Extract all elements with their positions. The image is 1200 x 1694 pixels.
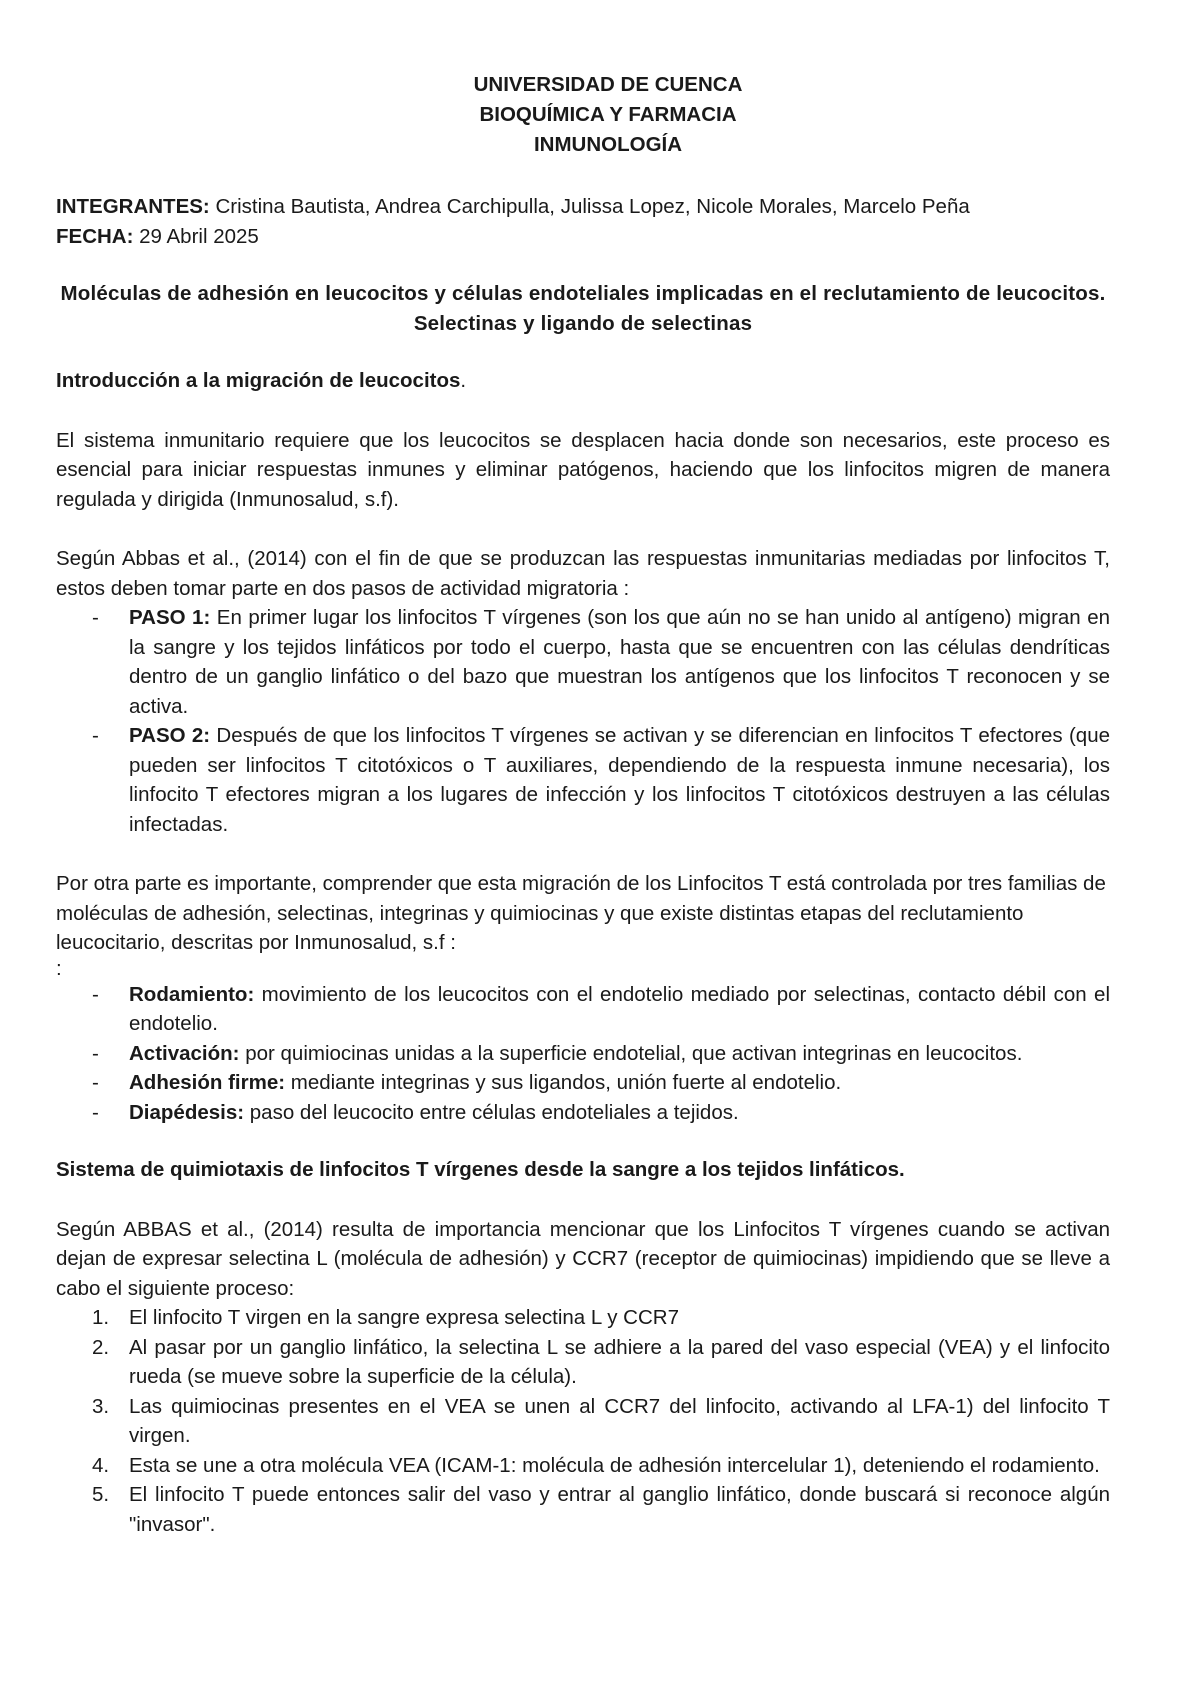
members-value: Cristina Bautista, Andrea Carchipulla, Julissa Lopez, Nicole Morales, Marcelo Peña (209, 195, 970, 218)
step-label: PASO 1: (129, 606, 211, 629)
list-number: 3. (92, 1394, 110, 1418)
recruitment-stages-list (56, 980, 1110, 1128)
list-item (56, 721, 1110, 839)
process-text: Esta se une a otra molécula VEA (ICAM-1: molécula de adhesión intercelular 1), deteniendo el rodamiento. (129, 1453, 1100, 1477)
stage-text: por quimiocinas unidas a la superficie endotelial, que activan integrinas en leucocitos. (239, 1041, 1023, 1065)
section-heading-chemotaxis: Sistema de quimiotaxis de linfocitos T vírgenes desde la sangre a los tejidos linfáticos. (56, 1158, 905, 1181)
list-item (56, 1068, 1110, 1098)
list-number: 4. (92, 1453, 110, 1477)
members-line (56, 192, 1110, 222)
dash-bullet: - (92, 724, 99, 747)
dash-bullet: - (92, 606, 99, 629)
stage-text: paso del leucocito entre células endoteliales a tejidos. (244, 1100, 739, 1124)
stage-label: Rodamiento: (129, 982, 255, 1006)
step-label: PASO 2: (129, 724, 211, 747)
step-text: En primer lugar los linfocitos T vírgenes (son los que aún no se han unido al antígeno) migran en la sangre y los tejidos linfáticos por todo el cuerpo, hasta que se encuentren con las células dendríticas dentro de un ganglio linfático o del bazo que muestran los antígenos que los linfocitos T reconocen y se activa. (129, 606, 1111, 718)
list-item (56, 603, 1110, 721)
process-text: Las quimiocinas presentes en el VEA se unen al CCR7 del linfocito, activando al LFA-1) del linfocito T virgen. (129, 1394, 1110, 1447)
stage-label: Diapédesis: (129, 1100, 245, 1124)
dash-bullet: - (92, 982, 99, 1006)
list-item (56, 1039, 1110, 1069)
date-value: 29 Abril 2025 (133, 224, 259, 248)
section-heading-intro (56, 366, 1110, 396)
document-header (106, 70, 1110, 160)
faculty-name: BIOQUÍMICA Y FARMACIA (479, 103, 737, 126)
chemotaxis-paragraph: Según ABBAS et al., (2014) resulta de importancia mencionar que los Linfocitos T vírgenes cuando se activan dejan de expresar selectina L (molécula de adhesión) y CCR7 (receptor de quimiocinas) impidiendo que se lleve a cabo el siguiente proceso: (56, 1217, 1110, 1300)
list-item (56, 1333, 1110, 1392)
date-line (56, 222, 1110, 252)
process-list (56, 1303, 1110, 1539)
stage-text: mediante integrinas y sus ligandos, unión fuerte al endotelio. (285, 1071, 842, 1094)
list-number: 1. (92, 1306, 110, 1329)
course-name: INMUNOLOGÍA (533, 133, 683, 156)
stage-label: Adhesión firme: (129, 1071, 286, 1094)
intro-paragraph: El sistema inmunitario requiere que los leucocitos se desplacen hacia donde son necesarios, este proceso es esencial para iniciar respuestas inmunes y eliminar patógenos, haciendo que los linfocitos migren de manera regulada y dirigida (Inmunosalud, s.f). (56, 428, 1110, 511)
process-text: El linfocito T virgen en la sangre expresa selectina L y CCR7 (129, 1306, 679, 1329)
process-text: Al pasar por un ganglio linfático, la selectina L se adhiere a la pared del vaso especial (VEA) y el linfocito rueda (se mueve sobre la superficie de la célula). (129, 1335, 1110, 1388)
list-number: 5. (92, 1483, 110, 1506)
dash-bullet: - (92, 1041, 99, 1065)
abbas-paragraph: Según Abbas et al., (2014) con el fin de que se produzcan las respuestas inmunitarias mediadas por linfocitos T, estos deben tomar parte en dos pasos de actividad migratoria : (56, 547, 1110, 600)
document-meta (56, 192, 1110, 251)
migration-steps-list (56, 603, 1110, 839)
list-number: 2. (92, 1335, 110, 1359)
dash-bullet: - (92, 1071, 99, 1094)
section-heading-intro-suffix: . (460, 369, 467, 392)
section-heading-intro-text: Introducción a la migración de leucocitos (56, 369, 461, 392)
step-text: Después de que los linfocitos T vírgenes se activan y se diferencian en linfocitos T efectores (que pueden ser linfocitos T citotóxicos o T auxiliares, dependiendo de la respuesta inmune necesaria), los linfocito T efectores migran a los lugares de infección y los linfocitos T citotóxicos destruyen a las células infectadas. (129, 724, 1110, 836)
stage-text: movimiento de los leucocitos con el endotelio mediado por selectinas, contacto débil con el endotelio. (129, 982, 1110, 1035)
date-label: FECHA: (56, 224, 134, 248)
control-paragraph: Por otra parte es importante, comprender que esta migración de los Linfocitos T está controlada por tres familias de moléculas de adhesión, selectinas, integrinas y quimiocinas y que existe distintas etapas del reclutamiento leucocitario, descritas por Inmunosalud, s.f : (56, 872, 1106, 954)
dash-bullet: - (92, 1100, 99, 1124)
list-item (56, 1480, 1110, 1539)
list-item (56, 980, 1110, 1039)
list-item (56, 1303, 1110, 1333)
university-name: UNIVERSIDAD DE CUENCA (473, 73, 743, 96)
members-label: INTEGRANTES: (56, 195, 210, 218)
stage-label: Activación: (129, 1041, 240, 1065)
stray-colon: : (56, 956, 62, 980)
process-text: El linfocito T puede entonces salir del vaso y entrar al ganglio linfático, donde buscará si reconoce algún "invasor". (129, 1483, 1110, 1536)
list-item (56, 1392, 1110, 1451)
list-item (56, 1098, 1110, 1128)
document-title: Moléculas de adhesión en leucocitos y células endoteliales implicadas en el reclutamiento de leucocitos. Selectinas y ligando de selectinas (60, 282, 1106, 335)
list-item (56, 1451, 1110, 1481)
